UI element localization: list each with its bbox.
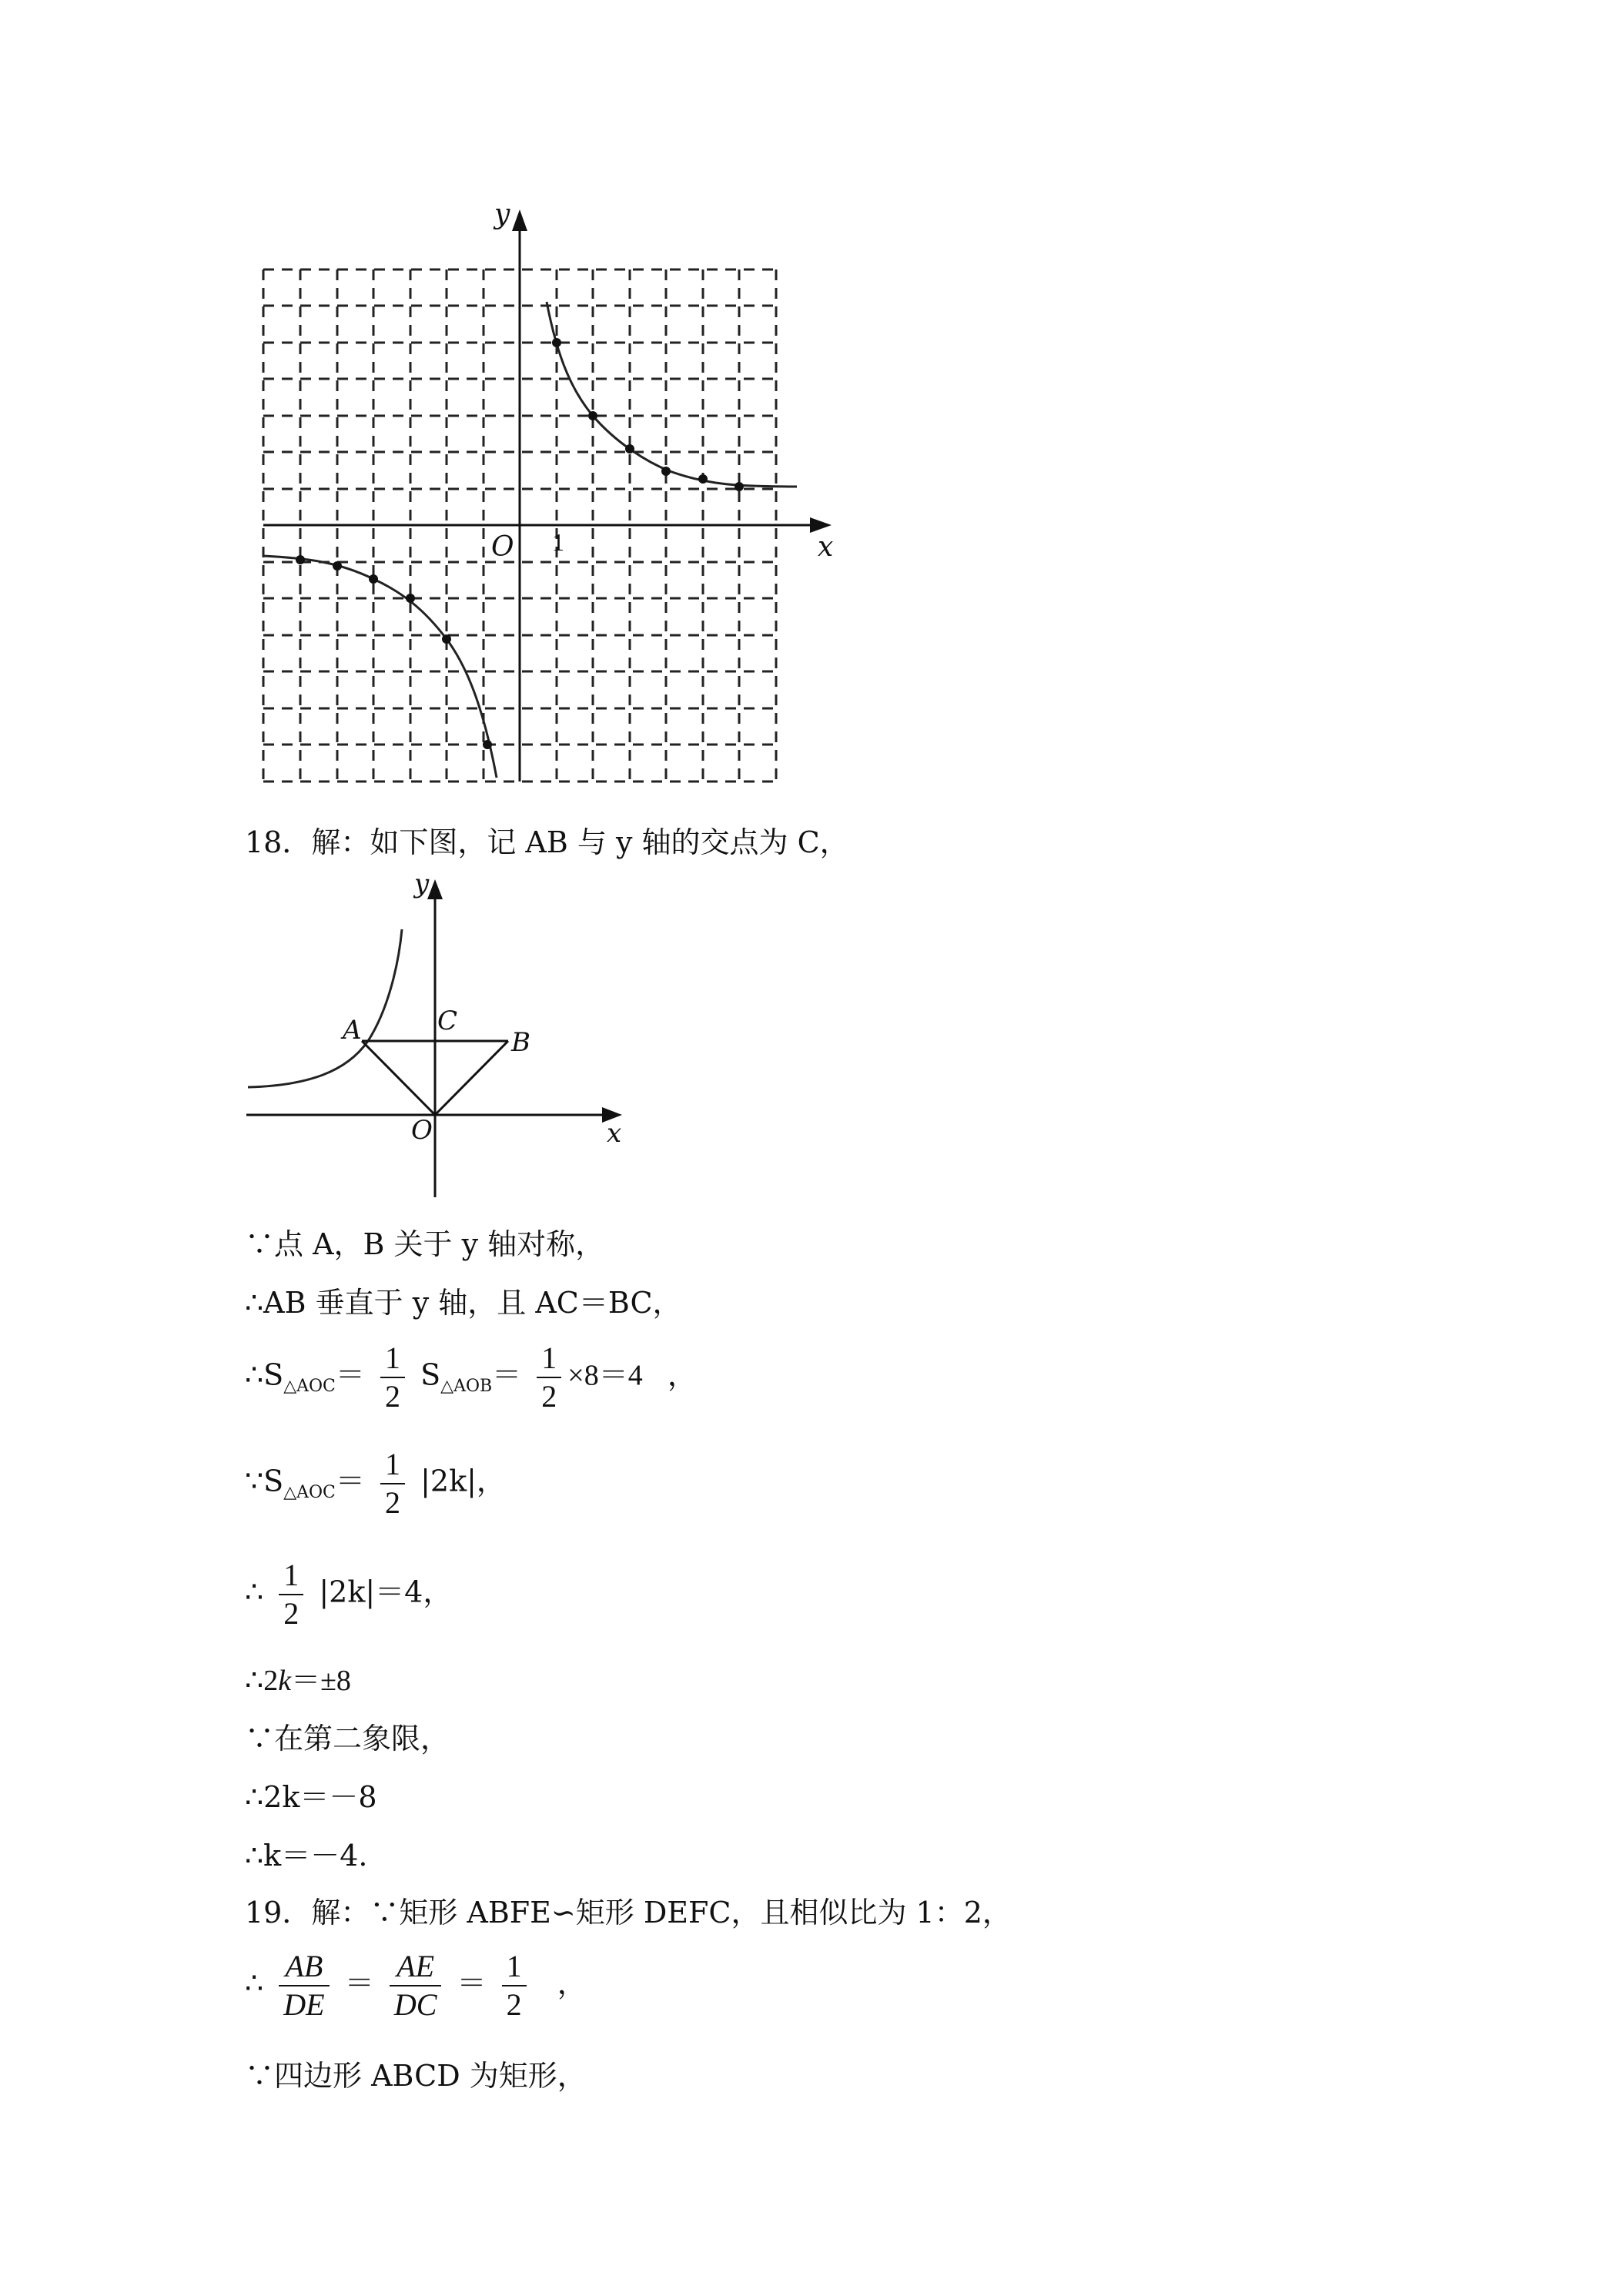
graph1-origin-label: O [491, 531, 514, 563]
q18-line-3: $\therefore S_{\triangle AOC}=$ $\frac{1}{2}$ $S_{\triangle AOB}=$ $\frac{1}{2}$ ×8＝4 ， [245, 1340, 697, 1414]
fig2-a-label: A [343, 1015, 362, 1046]
graph1-y-label: y [494, 199, 510, 230]
fig2-y-arrow [427, 879, 443, 899]
fraction-ab-de: $\frac{AB}{DE}$ [279, 1948, 329, 2023]
fraction-half: $\frac{1}{2}$ [537, 1340, 561, 1415]
fraction-half: $\frac{1}{2}$ [380, 1340, 405, 1415]
q18-line-7: ∵在第二象限， [245, 1722, 450, 1755]
segment-bo [435, 1041, 508, 1115]
q18-line-1: ∵点 A，B 关于 y 轴对称， [245, 1227, 605, 1261]
q18-line-9: ∴k＝－4. [245, 1839, 368, 1873]
fig2-curve [248, 929, 402, 1087]
segment-ao [362, 1041, 435, 1115]
graph1-x-label: x [818, 531, 834, 563]
q19-line-1: ∴ $\frac{AB}{DE}$ ＝ $\frac{AE}{DC}$ ＝ $\frac{1}{2}$ ， [245, 1949, 587, 2022]
q18-line-5: ∴ $\frac{1}{2}$ |2k|＝4， [245, 1558, 453, 1631]
hyperbola-grid-figure [254, 204, 855, 789]
fig2-o-label: O [411, 1115, 433, 1146]
fraction-half: $\frac{1}{2}$ [279, 1557, 303, 1632]
q18-line-4: $\because S_{\triangle AOC}=$ $\frac{1}{2}$ |2k|， [245, 1447, 506, 1520]
fig2-x-label: x [607, 1118, 622, 1149]
curve-first-quadrant [547, 302, 797, 487]
fig2-y-label: y [414, 869, 430, 899]
y-axis-arrow [512, 209, 527, 231]
fraction-half: $\frac{1}{2}$ [502, 1948, 527, 2023]
q19-header: 19．解：∵矩形 ABFE∽矩形 DEFC，且相似比为 1：2， [245, 1896, 1012, 1930]
q18-header: 18．解：如下图，记 AB 与 y 轴的交点为 C， [245, 825, 849, 859]
q19-line-2: ∵四边形 ABCD 为矩形， [245, 2059, 587, 2093]
fraction-ae-dc: $\frac{AE}{DC}$ [390, 1948, 442, 2023]
fig2-c-label: C [437, 1006, 458, 1036]
q18-line-6: ∴2k＝±8 [245, 1663, 351, 1697]
x-axis-arrow [810, 517, 832, 533]
q18-line-2: ∴AB 垂直于 y 轴，且 AC＝BC， [245, 1286, 682, 1320]
fraction-half: $\frac{1}{2}$ [380, 1446, 405, 1521]
graph1-one-label: 1 [552, 528, 564, 556]
fig2-b-label: B [511, 1027, 530, 1058]
q18-line-8: ∴2k＝－8 [245, 1780, 377, 1814]
